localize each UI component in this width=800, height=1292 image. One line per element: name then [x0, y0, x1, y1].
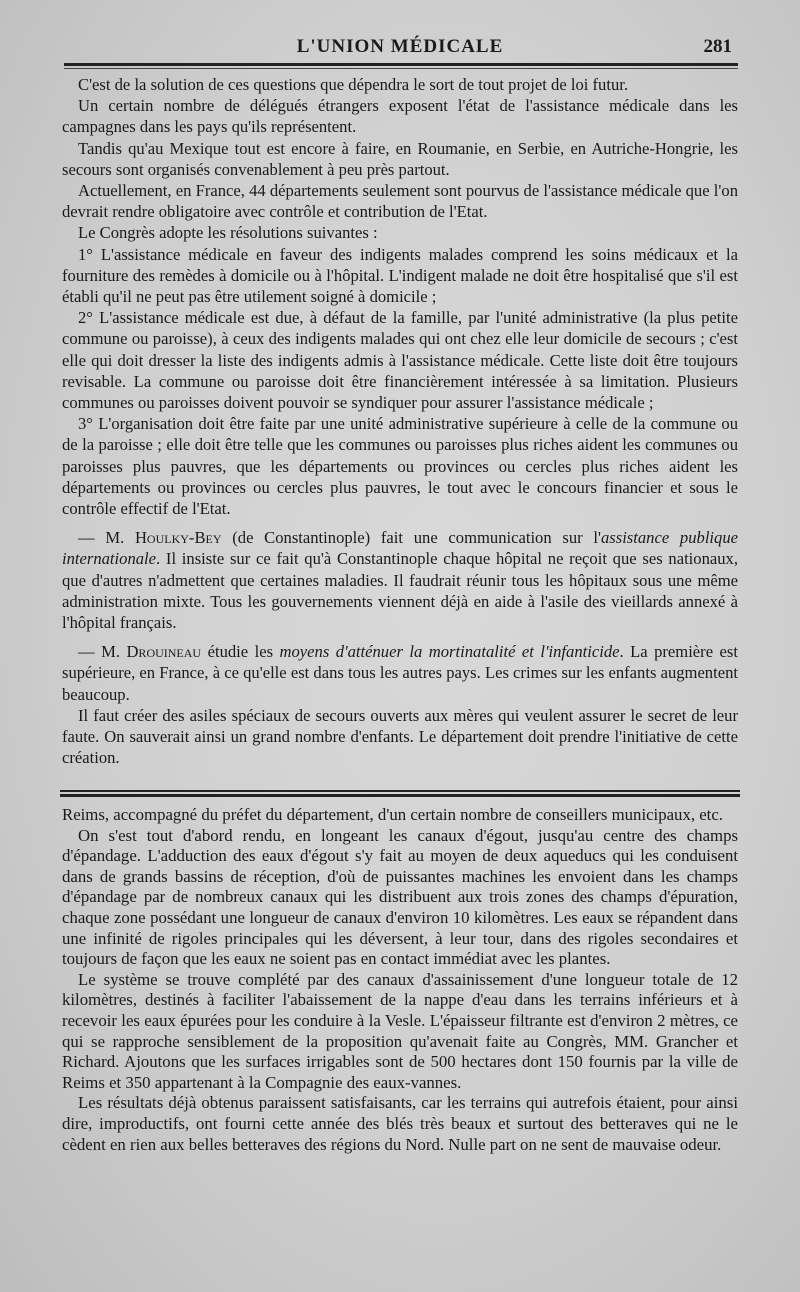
paragraph: On s'est tout d'abord rendu, en longeant les canaux d'égout, jusqu'au centre des champs d'épandage. L'adduction des eaux d'égout s'y fait au moyen de deux aqueducs qui les conduisent dans de grands bassins de réception, d'où de puissantes machines les envoient dans les champs d'épandage par de nombreux canaux qui les distribuent aux trois zones des champs d'épuration, chaque zone possédant une longueur de canaux d'environ 10 kilomètres. Les eaux se répandent dans une infinité de rigoles principales qui les déversent, à leur tour, dans des rigoles secondaires et toujours de façon que les eaux ne soient pas en contact immédiat avec les plantes.	[62, 825, 738, 969]
paragraph: Actuellement, en France, 44 départements seulement sont pourvus de l'assistance médicale que l'on devrait rendre obligatoire avec contrôle et contribution de l'Etat.	[62, 181, 738, 222]
paragraph-houlky-bey	[62, 527, 738, 633]
section-congress-resolutions	[62, 74, 738, 769]
paragraph: Tandis qu'au Mexique tout est encore à faire, en Roumanie, en Serbie, en Autriche-Hongrie, les secours sont organisés convenablement à peu près partout.	[62, 138, 738, 179]
resolution-2: 2° L'assistance médicale est due, à défaut de la famille, par l'unité administrative (la plus petite commune ou paroisse), à ceux des indigents malades qui ont chez elle leur domicile de secours ; c'est elle qui doit dresser la liste des indigents admis à l'assistance médicale. Cette liste doit être toujours revisable. La commune ou paroisse doit être financièrement intéressée à sa limitation. Plusieurs communes ou paroisses doivent pouvoir se syndiquer pour assurer l'assistance médicale ;	[62, 308, 738, 413]
study-title: moyens d'atténuer la mortinatalité et l'infanticide	[279, 642, 620, 662]
paragraph: Reims, accompagné du préfet du département, d'un certain nombre de conseillers municipaux, etc.	[62, 805, 723, 824]
communication-title: assistance publique internationale	[62, 528, 738, 569]
section-separator-rule	[60, 790, 740, 797]
text-run: . Il insiste sur ce fait qu'à Constantinople chaque hôpital ne reçoit que ses nationaux, que d'autres n'admettent que certaines maladies. Il faudrait réunir tous les hôpitaux sous une même administration mixte. Tous les gouvernements viennent déjà en aide à l'asile des vieillards annexé à l'hôpital français.	[62, 549, 738, 633]
paragraph: Le Congrès adopte les résolutions suivantes :	[78, 223, 378, 243]
paragraph: Il faut créer des asiles spéciaux de secours ouverts aux mères qui veulent assurer le secret de leur faute. On sauverait ainsi un grand nombre d'enfants. Le département doit prendre l'initiative de cette création.	[62, 705, 738, 768]
paragraph: Les résultats déjà obtenus paraissent satisfaisants, car les terrains qui autrefois étaient, pour ainsi dire, improductifs, ont fourni cette année des blés très beaux et surtout des betteraves qui ne le cèdent en rien aux belles betteraves des régions du Nord. Nulle part on ne sent de mauvaise odeur.	[62, 1093, 738, 1154]
resolution-1: 1° L'assistance médicale en faveur des indigents malades comprend les soins médicaux et la fourniture des remèdes à domicile ou à l'hôpital. L'indigent malade ne doit être hospitalisé que s'il est établi qu'il ne peut pas être utilement soigné à domicile ;	[62, 244, 738, 307]
header-rule	[64, 63, 738, 69]
resolution-3: 3° L'organisation doit être faite par une unité administrative supérieure à celle de la commune ou de la paroisse ; elle doit être telle que les communes ou paroisses plus riches aident les communes ou paroisses plus pauvres, que les départements ou provinces ou cercles plus riches aident les départements ou provinces ou cercles plus pauvres, le tout avec le concours financier et sous le contrôle effectif de l'Etat.	[62, 414, 738, 519]
text-run: étudie les	[201, 642, 280, 662]
paragraph: Un certain nombre de délégués étrangers exposent l'état de l'assistance médicale dans les campagnes dans les pays qu'ils représentent.	[62, 96, 738, 137]
author-name: Drouineau	[126, 642, 202, 662]
text-run: — M.	[78, 528, 135, 548]
text-run: (de Constantinople) fait une communication sur l'	[221, 528, 601, 548]
journal-title: L'UNION MÉDICALE	[296, 36, 504, 57]
text-run: . La première est supérieure, en France, à ce qu'elle est dans tous les autres pays. Les crimes sur les enfants augmentent beaucoup.	[62, 642, 738, 704]
paragraph-drouineau	[62, 641, 738, 705]
section-reims-sewage-fields	[62, 805, 738, 1155]
running-header	[64, 30, 736, 64]
paragraph: C'est de la solution de ces questions que dépendra le sort de tout projet de loi futur.	[78, 75, 628, 94]
page-number: 281	[703, 36, 732, 57]
author-name: Houlky-Bey	[134, 528, 222, 548]
paragraph: Le système se trouve complété par des canaux d'assainissement d'une longueur totale de 12 kilomètres, destinés à faciliter l'abaissement de la nappe d'eau dans les terrains inférieurs et à recevoir les eaux épurées pour les conduire à la Vesle. L'épaisseur filtrante est d'environ 2 mètres, ce qui se rapproche sensiblement de la proposition qu'avenait faite au Congrès, MM. Grancher et Richard. Ajoutons que les surfaces irrigables sont de 500 hectares dont 150 fournis par la ville de Reims et 350 appartenant à la Compagnie des eaux-vannes.	[62, 969, 738, 1092]
text-run: — M.	[78, 642, 127, 662]
